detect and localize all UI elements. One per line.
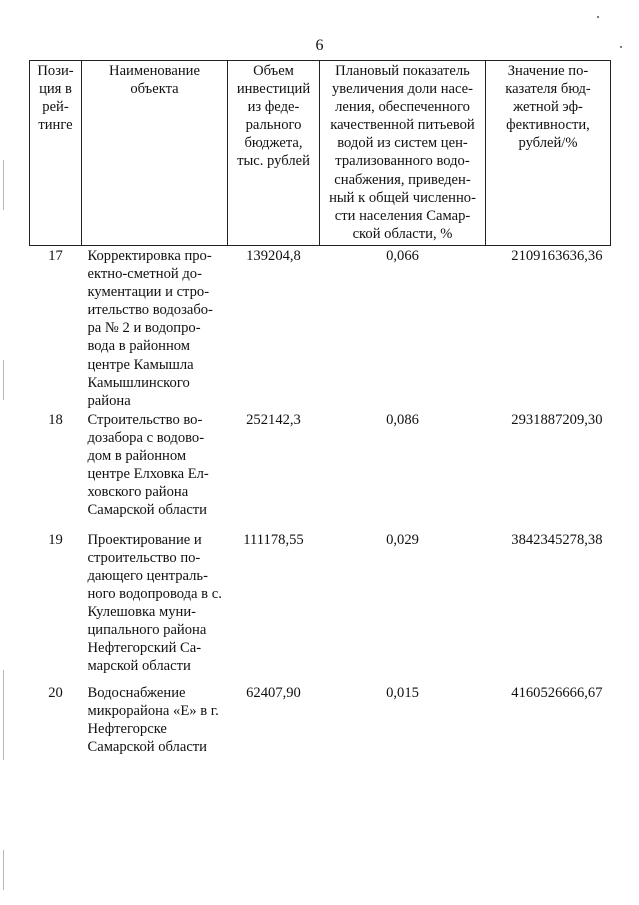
cell-efficiency: 2931887209,30 xyxy=(511,411,603,428)
scan-speck xyxy=(597,16,599,18)
cell-object-name: Строительство во-дозабора с водово-дом в районном центре Елховка Ел-ховского района Самарской области xyxy=(87,411,209,519)
header-position: Пози-ция в рей-тинге xyxy=(30,61,82,246)
scan-speck xyxy=(620,46,622,48)
cell-investment: 139204,8 xyxy=(246,247,301,264)
header-budget-efficiency: Значение по-казателя бюд-жетной эф-фективности, рублей/% xyxy=(486,61,611,246)
cell-position: 18 xyxy=(48,411,63,428)
cell-efficiency: 4160526666,67 xyxy=(511,684,603,701)
page-number: 6 xyxy=(315,37,324,54)
scan-margin-mark xyxy=(3,850,4,890)
cell-object-name: Проектирование и строительство по-дающего централь-ного водопровода в с. Кулешовка муни-ципального района Нефтегорский Са-марской области xyxy=(87,531,222,675)
table-row xyxy=(30,410,611,530)
cell-position: 17 xyxy=(48,247,63,264)
table-row xyxy=(30,530,611,683)
cell-investment: 252142,3 xyxy=(246,411,301,428)
cell-object-name: Водоснабжение микрорайона «Е» в г. Нефтегорске Самарской области xyxy=(87,684,219,756)
cell-object-name: Корректировка про-ектно-сметной до-кументации и стро-ительство водозабо-ра № 2 и водопро-вода в районном центре Камышла Камышлинского района xyxy=(87,247,213,409)
cell-position: 19 xyxy=(48,531,63,548)
cell-efficiency: 2109163636,36 xyxy=(511,247,603,264)
cell-investment: 62407,90 xyxy=(246,684,301,701)
table-row xyxy=(30,245,611,409)
cell-indicator: 0,015 xyxy=(386,684,419,701)
cell-position: 20 xyxy=(48,684,63,701)
scan-margin-mark xyxy=(3,360,4,400)
scan-margin-mark xyxy=(3,670,4,760)
cell-indicator: 0,086 xyxy=(386,411,419,428)
cell-indicator: 0,066 xyxy=(386,247,419,264)
cell-investment: 111178,55 xyxy=(243,531,304,548)
cell-indicator: 0,029 xyxy=(386,531,419,548)
table-header-row xyxy=(30,61,611,246)
header-object-name: Наименование объекта xyxy=(82,61,228,246)
header-planned-indicator: Плановый показатель увеличения доли насе-ления, обеспеченного качественной питьевой водой из систем цен-трализованного водо-снабжения, приведен-ный к общей численно-сти населения Самар-ской области, % xyxy=(320,61,486,246)
header-investment-volume: Объем инвестиций из феде-рального бюджета, тыс. рублей xyxy=(228,61,320,246)
investment-rating-table xyxy=(29,60,611,764)
scan-margin-mark xyxy=(3,160,4,210)
cell-efficiency: 3842345278,38 xyxy=(511,531,603,548)
table-row xyxy=(30,683,611,764)
